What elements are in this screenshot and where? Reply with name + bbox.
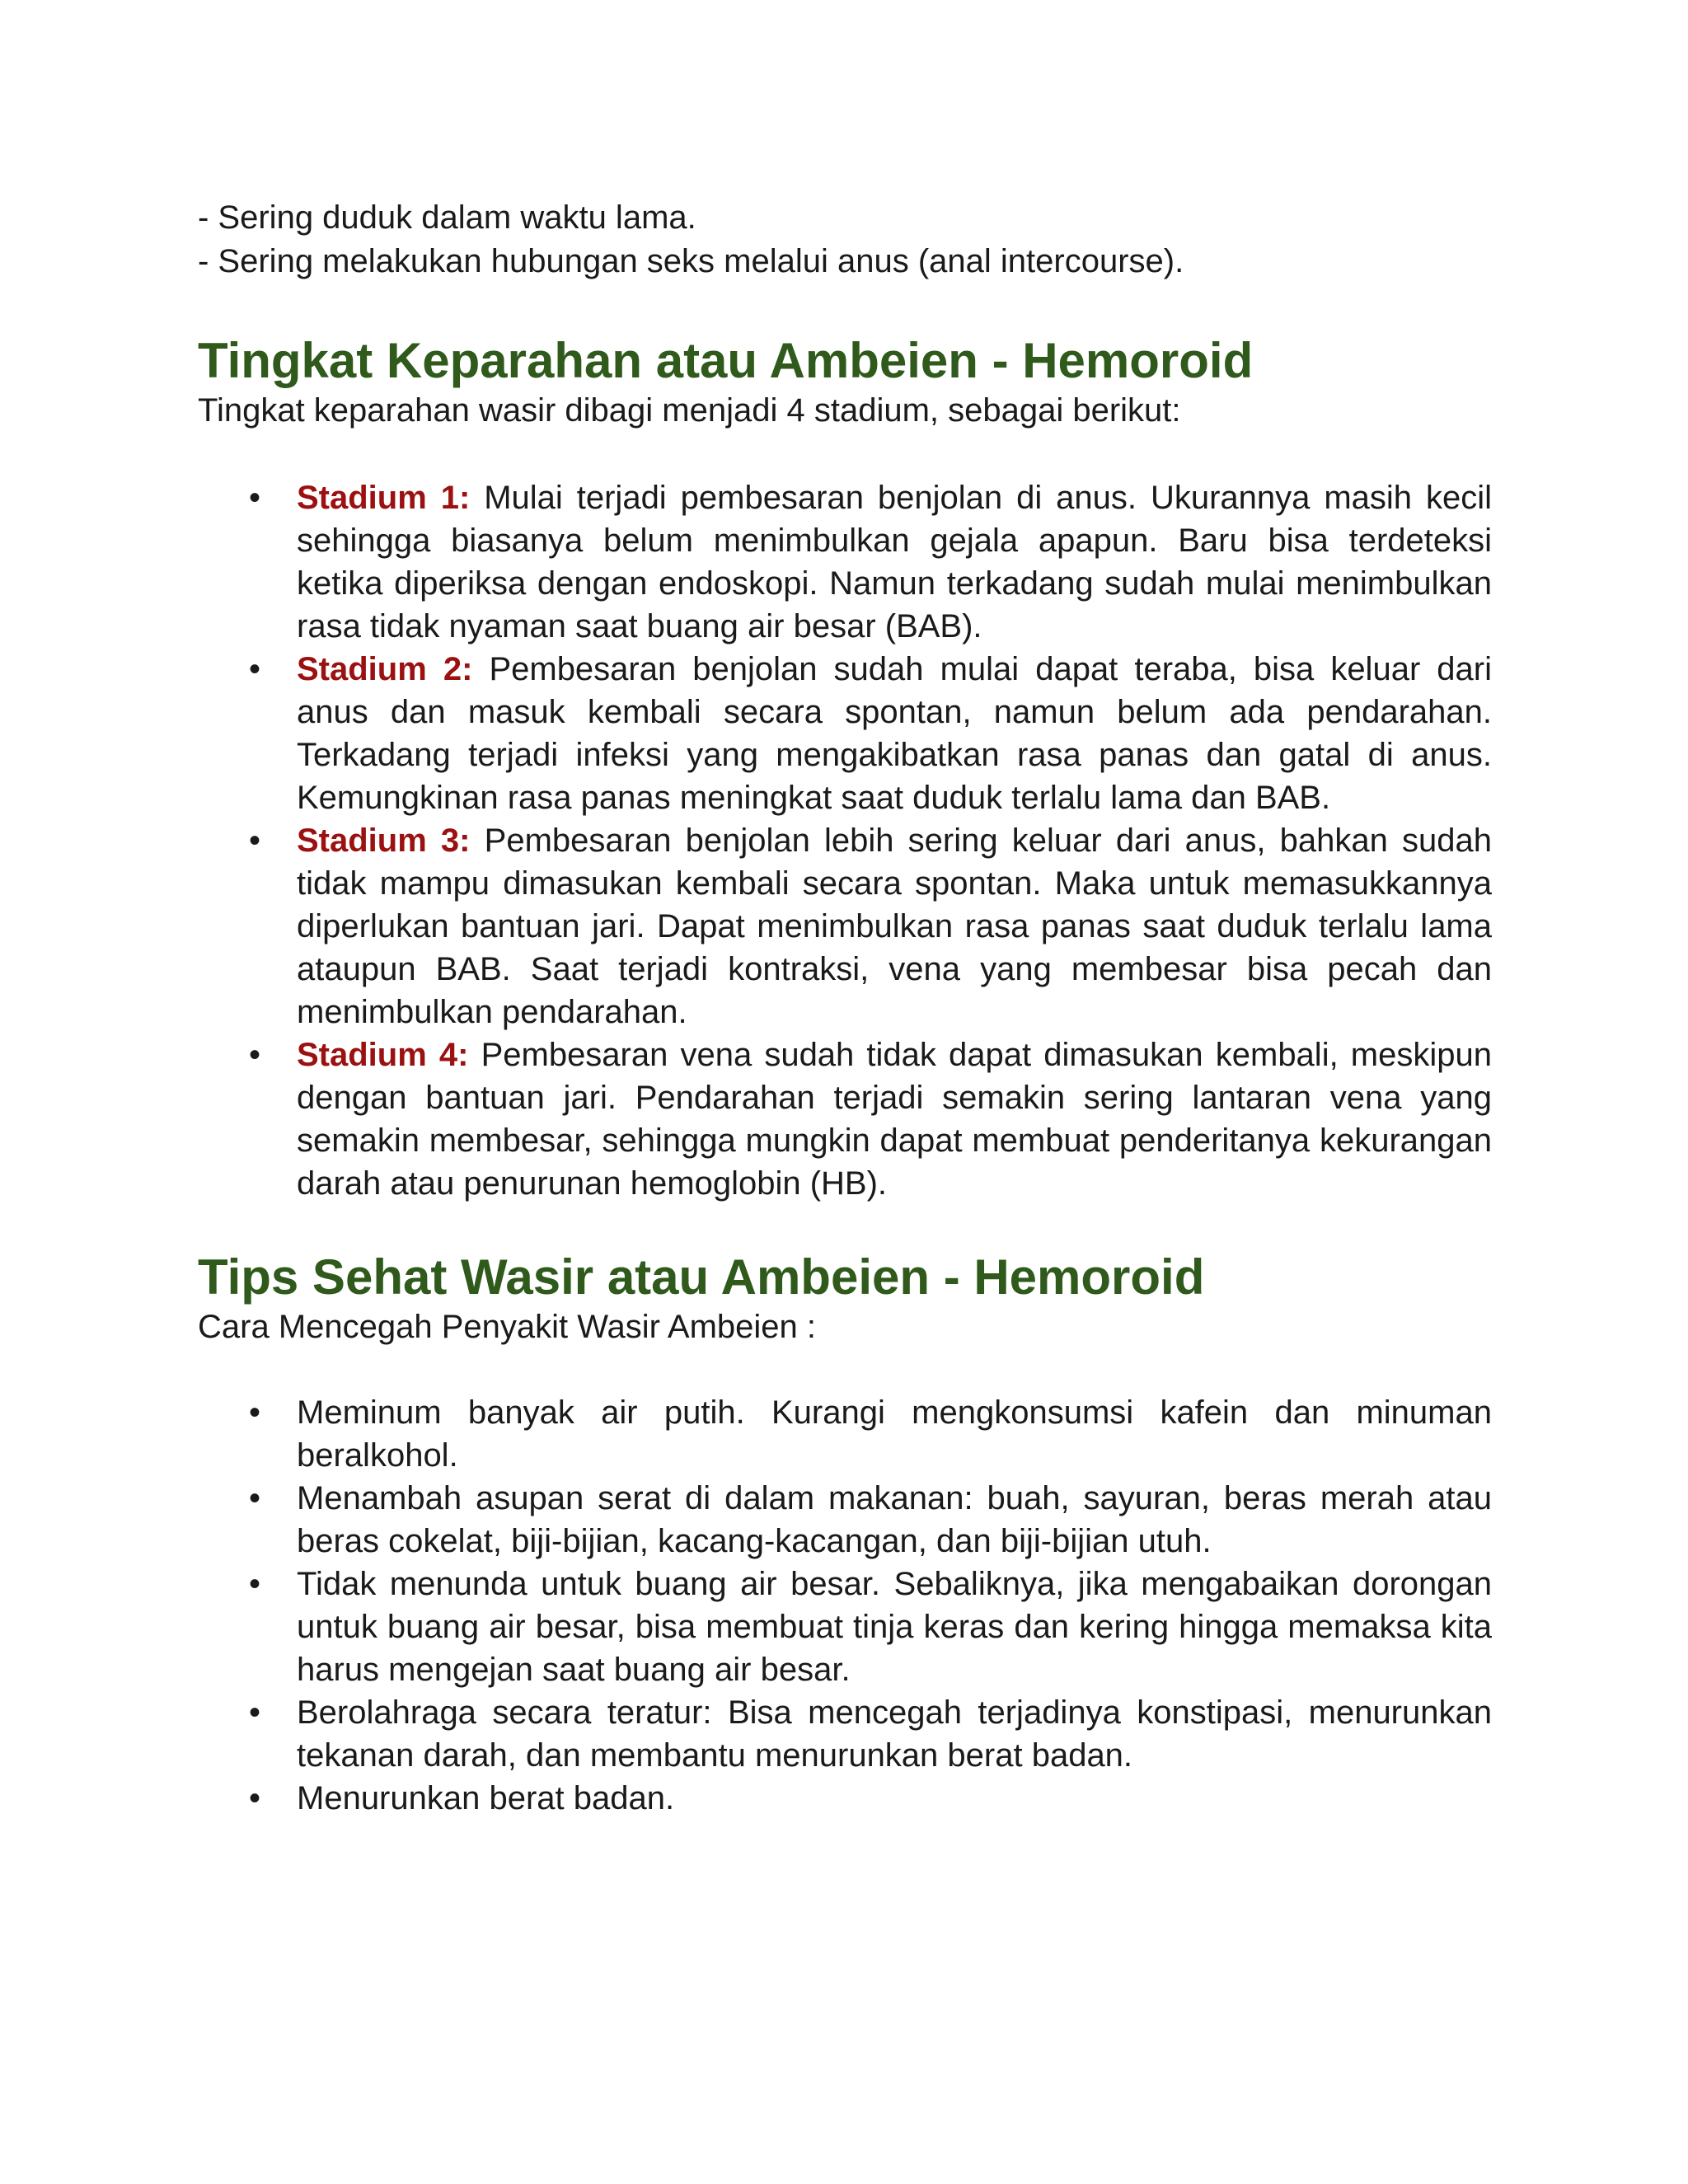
- bullet-icon: •: [249, 823, 261, 859]
- bullet-icon: •: [249, 480, 261, 516]
- tips-intro: Cara Mencegah Penyakit Wasir Ambeien :: [198, 1309, 816, 1345]
- stage-text: Pembesaran benjolan lebih sering keluar dari anus, bahkan sudah tidak mampu dimasukan kembali secara spontan. Maka untuk memasukkannya diperlukan bantuan jari. Dapat menimbulkan rasa panas saat duduk terlalu lama ataupun BAB. Saat terjadi kontraksi, vena yang membesar bisa pecah dan menimbulkan pendarahan.: [297, 823, 1493, 1030]
- tip-text: Tidak menunda untuk buang air besar. Sebaliknya, jika mengabaikan dorongan untuk buang air besar, bisa membuat tinja keras dan kering hingga memaksa kita harus mengejan saat buang air besar.: [297, 1566, 1492, 1688]
- bullet-icon: •: [249, 1394, 261, 1431]
- tip-text: Meminum banyak air putih. Kurangi mengkonsumsi kafein dan minuman beralkohol.: [297, 1394, 1492, 1474]
- stage-text: Pembesaran vena sudah tidak dapat dimasukan kembali, meskipun dengan bantuan jari. Pendarahan terjadi semakin sering lantaran vena yang semakin membesar, sehingga mungkin dapat membuat penderitanya kekurangan darah atau penurunan hemoglobin (HB).: [297, 1037, 1492, 1202]
- risk-line: - Sering duduk dalam waktu lama.: [198, 199, 696, 236]
- severity-intro: Tingkat keparahan wasir dibagi menjadi 4 stadium, sebagai berikut:: [198, 392, 1181, 429]
- stage-text: Pembesaran benjolan sudah mulai dapat teraba, bisa keluar dari anus dan masuk kembali secara spontan, namun belum ada pendarahan. Terkadang terjadi infeksi yang mengakibatkan rasa panas dan gatal di anus. Kemungkinan rasa panas meningkat saat duduk terlalu lama dan BAB.: [297, 651, 1492, 816]
- tips-list: [198, 1391, 1492, 1820]
- tip-text: Menurunkan berat badan.: [297, 1780, 675, 1816]
- stage-list: [198, 476, 1492, 1205]
- stage-label: Stadium 3:: [297, 823, 471, 859]
- list-item: [198, 1033, 1492, 1205]
- bullet-icon: •: [249, 1480, 261, 1516]
- stage-text: Mulai terjadi pembesaran benjolan di anus. Ukurannya masih kecil sehingga biasanya belum menimbulkan gejala apapun. Baru bisa terdeteksi ketika diperiksa dengan endoskopi. Namun terkadang sudah mulai menimbulkan rasa tidak nyaman saat buang air besar (BAB).: [297, 480, 1492, 644]
- bullet-icon: •: [249, 1780, 261, 1816]
- tip-text: Menambah asupan serat di dalam makanan: buah, sayuran, beras merah atau beras cokelat, biji-bijian, kacang-kacangan, dan biji-bijian utuh.: [297, 1480, 1492, 1559]
- severity-heading: Tingkat Keparahan atau Ambeien - Hemoroid: [198, 333, 1254, 388]
- list-item: [198, 648, 1492, 819]
- bullet-icon: •: [249, 1566, 261, 1602]
- risk-line: - Sering melakukan hubungan seks melalui anus (anal intercourse).: [198, 243, 1184, 279]
- tip-text: Berolahraga secara teratur: Bisa mencegah terjadinya konstipasi, menurunkan tekanan darah, dan membantu menurunkan berat badan.: [297, 1694, 1492, 1774]
- list-item: [198, 1563, 1492, 1691]
- stage-label: Stadium 2:: [297, 651, 473, 687]
- list-item: [198, 1777, 1492, 1820]
- stage-label: Stadium 1:: [297, 480, 471, 516]
- bullet-icon: •: [249, 651, 261, 687]
- document-page: [198, 196, 1492, 1820]
- list-item: [198, 1477, 1492, 1563]
- tips-heading: Tips Sehat Wasir atau Ambeien - Hemoroid: [198, 1249, 1205, 1305]
- bullet-icon: •: [249, 1037, 261, 1073]
- bullet-icon: •: [249, 1694, 261, 1731]
- list-item: [198, 1691, 1492, 1777]
- list-item: [198, 1391, 1492, 1477]
- list-item: [198, 476, 1492, 648]
- stage-label: Stadium 4:: [297, 1037, 469, 1073]
- list-item: [198, 819, 1492, 1033]
